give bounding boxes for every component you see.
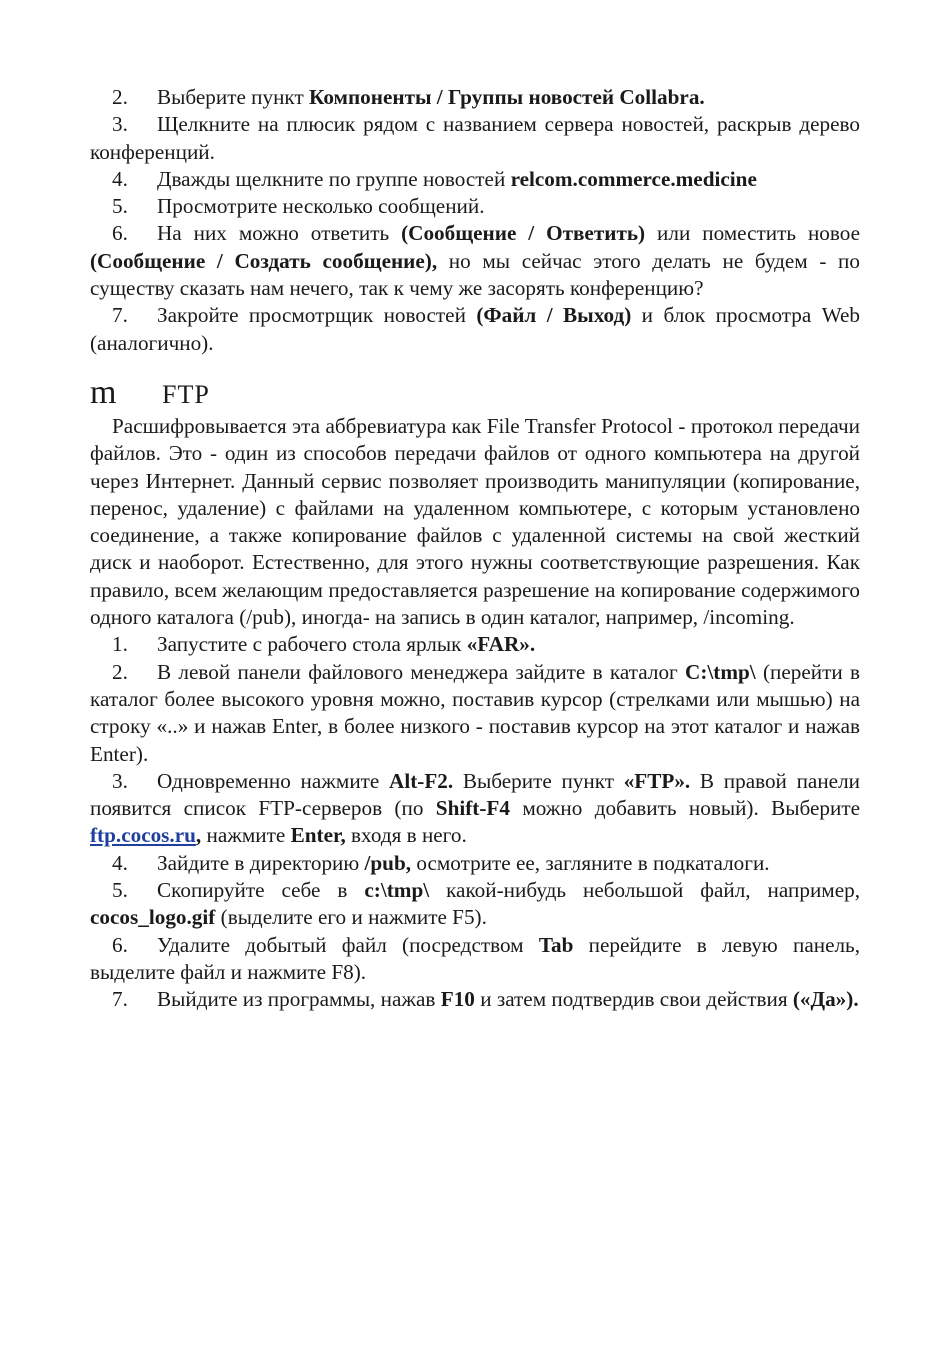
list-item-number: 3. — [112, 112, 128, 137]
text-run: В левой панели файлового менеджера зайдите в каталог — [157, 659, 686, 684]
bold-text: (Сообщение / Создать сообщение), — [90, 248, 438, 273]
bold-text: (Файл / Выход) — [476, 303, 632, 328]
bold-text: Enter, — [290, 823, 346, 848]
list-item — [90, 659, 860, 768]
list-item-number: 7. — [112, 987, 128, 1012]
bold-text: (Сообщение / Ответить) — [401, 221, 646, 246]
bold-text: «FAR». — [466, 632, 536, 657]
list-item — [90, 193, 860, 220]
text-run: Выйдите из программы, нажав — [157, 987, 441, 1012]
text-run: нажмите — [201, 823, 291, 848]
list-item-number: 1. — [112, 632, 128, 657]
text-run: или поместить новое — [645, 221, 860, 246]
document-page — [90, 84, 860, 1014]
text-run: Одновременно нажмите — [157, 768, 390, 793]
list-item-number: 5. — [112, 194, 128, 219]
text-run: Удалите добытый файл (посредством — [157, 932, 539, 957]
text-run: Выберите пункт — [157, 85, 310, 109]
list-item — [90, 84, 860, 111]
text-run: и затем подтвердив свои действия — [474, 987, 793, 1012]
list-item — [90, 111, 860, 166]
text-run: Закройте просмотрщик новостей — [157, 303, 477, 328]
bold-text: relcom.commerce.medicine — [510, 166, 757, 191]
section-title: FTP — [162, 379, 210, 409]
text-run: (выделите его и нажмите F5). — [215, 905, 487, 930]
list-item — [90, 631, 860, 658]
bold-text: c:\tmp\ — [364, 878, 430, 903]
text-run: и блок просмотра Web (аналогично). — [90, 303, 861, 355]
text-run: Щелкните на плюсик рядом с названием сервера новостей, раскрыв дерево конференций. — [90, 112, 860, 164]
text-run: Дважды щелкните по группе новостей — [157, 166, 511, 191]
text-run: Запустите с рабочего стола ярлык — [157, 632, 467, 657]
text-run: Зайдите в директорию — [157, 850, 365, 875]
list-item-number: 4. — [112, 850, 128, 875]
bold-text: Shift-F4 — [435, 796, 510, 821]
list-item-number: 6. — [112, 932, 128, 957]
bold-text: , — [195, 823, 202, 848]
intro-paragraph: Расшифровывается эта аббревиатура как File Transfer Protocol - протокол передачи файлов. Это - один из способов передачи файлов от одного компьютера на другой через Интернет. Данный сервис позволяет производить манипуляции (копирование, перенос, удаление) с файлами на удаленном компьютере, с которым установлено соединение, а также копирование файлов с удаленной системы на свой жесткий диск и наоборот. Естественно, для этого нужны соответствующие разрешения. Как правило, всем желающим предоставляется разрешение на копирование содержимого одного каталога (/pub), иногда- на запись в один каталог, например, /incoming. — [90, 413, 860, 630]
list-item — [90, 877, 860, 932]
list-item — [90, 166, 860, 193]
text-run: В правой панели появится список FTP-серверов (по — [90, 768, 860, 821]
list-item — [90, 932, 860, 987]
text-run: (перейти в каталог более высокого уровня можно, поставив курсор (стрелками или мышью) на строку «..» и нажав Enter, в более низкого - поставив курсор на этот каталог и нажав Enter). — [90, 659, 860, 766]
bold-text: Компоненты / Группы новостей Collabra. — [309, 85, 705, 109]
list-item — [90, 850, 860, 877]
text-run: Скопируйте себе в — [157, 878, 365, 903]
text-run: перейдите в левую панель, выделите файл и нажмите F8). — [90, 932, 861, 984]
bold-text: cocos_logo.gif — [90, 905, 216, 930]
list-item-number: 3. — [112, 768, 128, 793]
list-item — [90, 986, 860, 1013]
text-run: входя в него. — [345, 823, 467, 848]
ftp-link[interactable]: ftp.cocos.ru — [90, 823, 196, 848]
list-item-number: 5. — [112, 878, 128, 903]
list-item-number: 4. — [112, 166, 128, 191]
text-run: можно добавить новый). Выберите — [509, 796, 860, 821]
list-item-number: 2. — [112, 85, 128, 109]
text-run: осмотрите ее, загляните в подкаталоги. — [411, 850, 770, 875]
steps-list-ftp — [90, 631, 860, 1013]
list-item — [90, 220, 860, 302]
list-item-number: 2. — [112, 659, 128, 684]
bold-text: Alt-F2. — [389, 768, 454, 793]
bold-text: F10 — [440, 987, 475, 1012]
section-heading — [90, 375, 860, 411]
list-item — [90, 302, 860, 357]
bold-text: C:\tmp\ — [685, 659, 756, 684]
list-item — [90, 768, 860, 850]
bold-text: Tab — [538, 932, 574, 957]
list-item-number: 6. — [112, 221, 128, 246]
text-run: какой-нибудь небольшой файл, например, — [429, 878, 860, 903]
bold-text: («Да»). — [792, 987, 859, 1012]
text-run: На них можно ответить — [157, 221, 402, 246]
text-run: Выберите пункт — [453, 768, 624, 793]
text-run: Просмотрите несколько сообщений. — [157, 194, 485, 219]
bold-text: «FTP». — [623, 768, 691, 793]
steps-list-newsgroups — [90, 84, 860, 357]
text-run: но мы сейчас этого делать не будем - по существу сказать нам нечего, так к чему же засорять конференцию? — [90, 248, 860, 301]
section-marker: m — [90, 373, 117, 411]
bold-text: /pub, — [364, 850, 412, 875]
list-item-number: 7. — [112, 303, 128, 328]
